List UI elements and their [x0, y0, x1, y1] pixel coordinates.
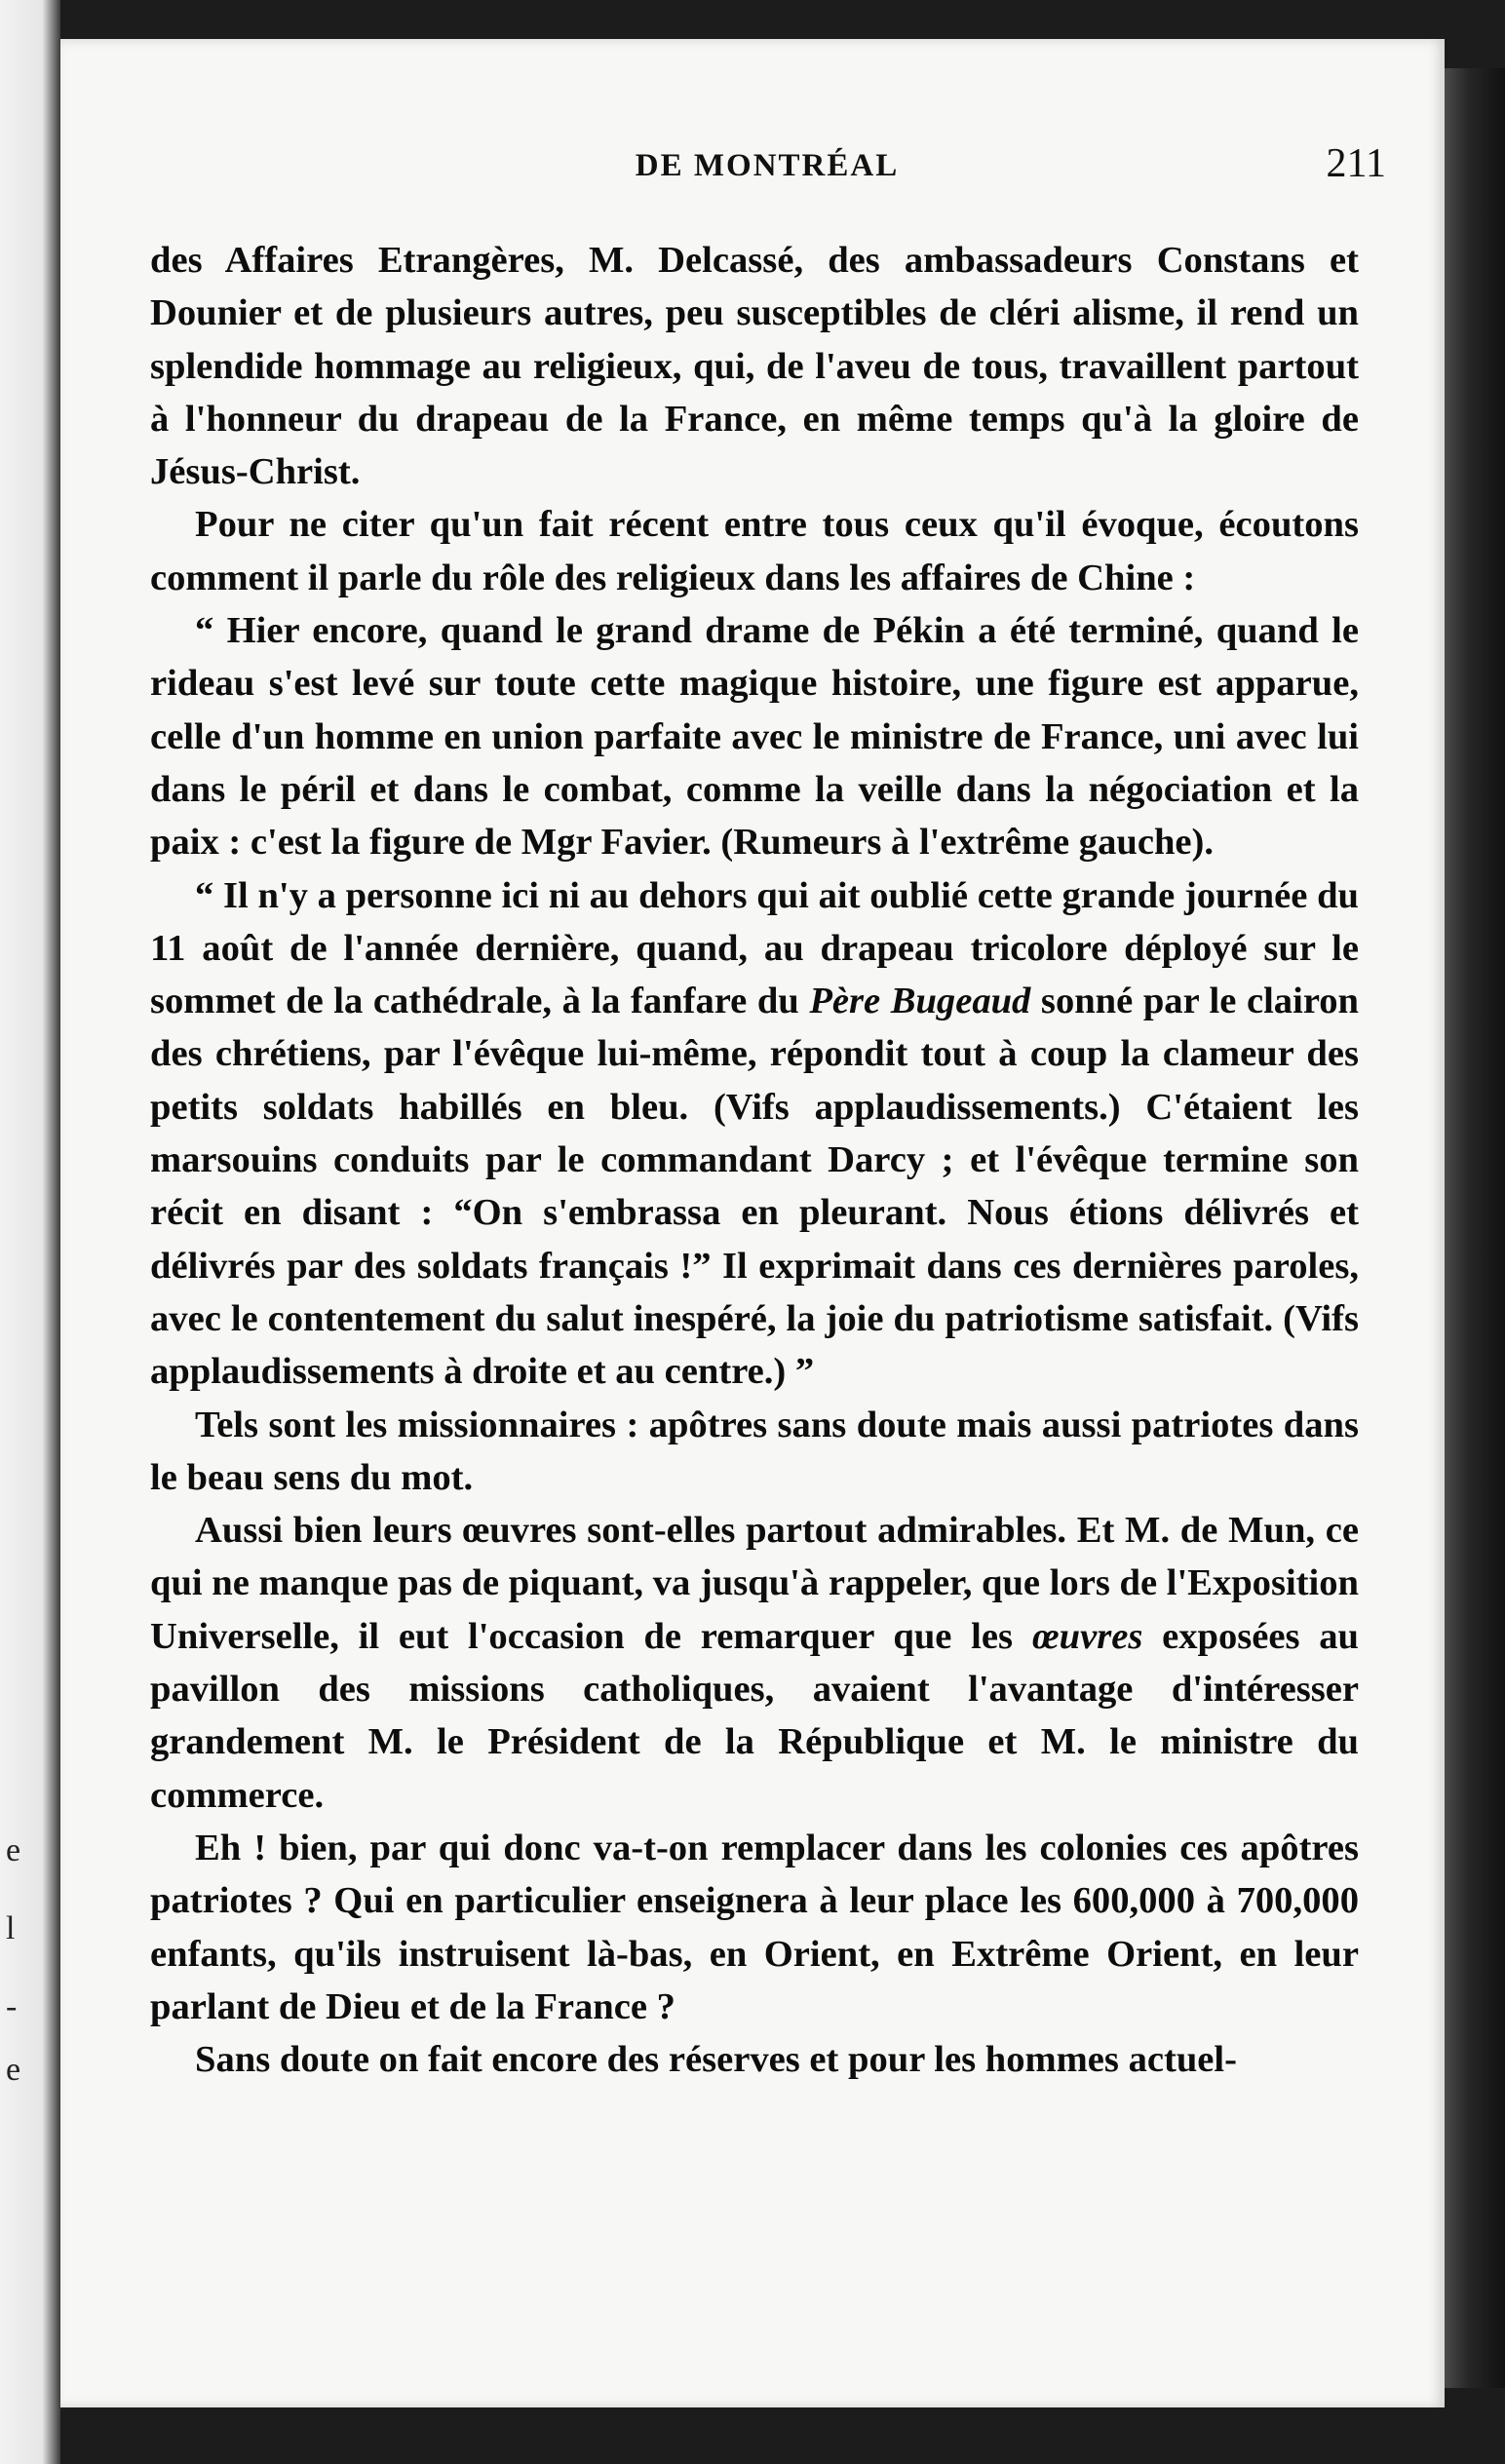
paragraph: Sans doute on fait encore des réserves et pour les hommes actuel-: [195, 2039, 1237, 2081]
paragraph: des Affaires Etrangères, M. Delcassé, des ambassadeurs Constans et Dounier et de plusieurs autres, peu susceptibles de cléri alisme, il rend un splendide hommage au religieux, qui, de l'aveu de tous, travaillent partout à l'honneur du drapeau de la France, en même temps qu'à la gloire de Jésus-Christ.: [150, 240, 1359, 493]
body-text: [150, 234, 1359, 2086]
adjacent-page-strip: [0, 0, 60, 2464]
book-edge: [1445, 68, 1505, 2388]
paragraph: Pour ne citer qu'un fait récent entre tous ceux qu'il évoque, écoutons comment il parle du rôle des religieux dans les affaires de Chine :: [150, 504, 1359, 598]
paragraph-text: sonné par le clairon des chrétiens, par l'évêque lui-même, répondit tout à coup la clameur des petits soldats habillés en bleu. (Vifs applaudissements.) C'étaient les marsouins conduits par le commandant Darcy ; et l'évêque termine son récit en disant : “On s'embrassa en pleurant. Nous étions délivrés et délivrés par des soldats français !” Il exprimait dans ces dernières paroles, avec le contentement du salut inespéré, la joie du patriotisme satisfait. (Vifs applaudissements à droite et au centre.) ”: [150, 981, 1359, 1393]
italic-word: œuvres: [1031, 1615, 1143, 1657]
paragraph-text: “ Il n'y a personne ici ni au dehors qui ait oublié cette grande journée du 11 août de l'année dernière, quand, au drapeau tricolore déployé sur le sommet de la cathédrale, à la fanfare du: [150, 874, 1359, 1022]
italic-title: Père Bugeaud: [809, 981, 1031, 1022]
margin-fragment: e: [6, 1832, 21, 1868]
paragraph-text: Aussi bien leurs œuvres sont-elles partout admirables. Et M. de Mun, ce qui ne manque pas de piquant, va jusqu'à rappeler, que lors de l'Exposition Universelle, il eut l'occasion de remarquer que les: [150, 1510, 1359, 1657]
margin-fragment: -: [6, 1988, 18, 2024]
paragraph: Tels sont les missionnaires : apôtres sans doute mais aussi patriotes dans le beau sens du mot.: [150, 1404, 1359, 1498]
paragraph: [150, 1504, 1359, 1822]
paragraph-text: exposées au pavillon des missions catholiques, avaient l'avantage d'intéresser grandement M. le Président de la République et M. le ministre du commerce.: [150, 1615, 1359, 1816]
paragraph: “ Hier encore, quand le grand drame de Pékin a été terminé, quand le rideau s'est levé sur toute cette magique histoire, une figure est apparue, celle d'un homme en union parfaite avec le ministre de France, uni avec lui dans le péril et dans le combat, comme la veille dans la négociation et la paix : c'est la figure de Mgr Favier. (Rumeurs à l'extrême gauche).: [150, 610, 1359, 864]
margin-fragment: e: [6, 2052, 21, 2088]
page-number: 211: [1326, 141, 1386, 186]
page-header: [148, 136, 1386, 205]
margin-fragment: l: [6, 1910, 16, 1946]
paragraph: [150, 869, 1359, 1399]
paragraph: Eh ! bien, par qui donc va-t-on remplacer dans les colonies ces apôtres patriotes ? Qui en particulier enseignera à leur place les 600,000 à 700,000 enfants, qu'ils instruisent là-bas, en Orient, en Extrême Orient, en leur parlant de Dieu et de la France ?: [150, 1827, 1359, 2027]
running-title: DE MONTRÉAL: [635, 148, 900, 183]
book-page: [60, 39, 1445, 2407]
